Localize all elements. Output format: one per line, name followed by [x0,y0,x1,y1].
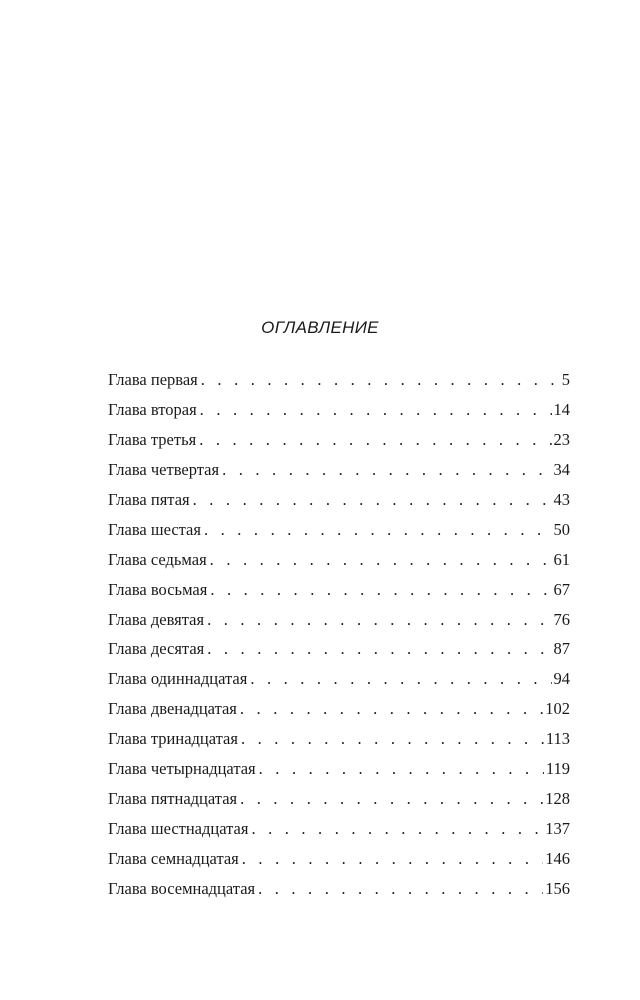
toc-entry-page: 43 [553,489,570,509]
toc-entry-page: 14 [553,399,570,419]
toc-dot-leader [199,425,551,455]
toc-entry-page: 61 [553,549,570,569]
toc-entry-page: 76 [553,609,570,629]
toc-entry-page: 146 [545,849,570,868]
toc-dot-leader [201,365,560,395]
toc-entry [108,395,570,425]
toc-entry-title: Глава семнадцатая [108,849,239,868]
toc-entry [108,365,570,395]
toc-entry-page: 87 [553,639,570,659]
toc-entry-page: 119 [545,759,570,779]
toc-dot-leader [240,784,543,814]
toc-entry-title: Глава тринадцатая [108,729,238,749]
toc-entry [108,724,570,754]
toc-entry [108,844,570,874]
toc-entry-title: Глава четвертая [108,459,220,479]
toc-entry [108,664,570,694]
toc-entry-page: 156 [545,878,570,898]
toc-entry-page: 113 [545,729,570,749]
toc-dot-leader [210,575,551,605]
toc-entry-title: Глава пятая [108,489,190,509]
toc-entry [108,814,570,844]
toc-entry [108,634,570,664]
toc-entry-title: Глава первая [108,370,198,389]
toc-entry-title: Глава десятая [108,639,205,659]
toc-entry [108,545,570,575]
toc-dot-leader [240,694,543,724]
toc-entry-title: Глава шестая [108,519,201,539]
toc-entry [108,575,570,605]
toc-entry-title: Глава двенадцатая [108,699,237,719]
toc-dot-leader [241,724,544,754]
toc-entry-title: Глава девятая [108,609,205,629]
toc-entry [108,605,570,635]
toc-entry [108,694,570,724]
toc-entry-page: 23 [553,429,570,449]
table-of-contents [108,365,570,904]
toc-dot-leader [242,844,543,874]
toc-entry [108,485,570,515]
toc-entry-title: Глава пятнадцатая [108,789,238,809]
toc-entry-title: Глава шестнадцатая [108,819,249,839]
toc-dot-leader [207,634,551,664]
toc-dot-leader [207,605,551,635]
toc-entry-title: Глава четырнадцатая [108,759,256,779]
toc-dot-leader [250,664,551,694]
toc-entry [108,874,570,904]
toc-entry-page: 34 [553,459,570,479]
toc-dot-leader [259,754,544,784]
toc-entry-page: 94 [553,669,570,689]
toc-dot-leader [251,814,543,844]
toc-heading: ОГЛАВЛЕНИЕ [261,318,379,337]
toc-dot-leader [200,395,552,425]
toc-entry [108,455,570,485]
toc-entry [108,754,570,784]
toc-entry-page: 128 [545,789,570,809]
toc-dot-leader [193,485,552,515]
toc-dot-leader [222,455,551,485]
toc-dot-leader [258,874,543,904]
toc-entry-page: 50 [553,519,570,539]
toc-entry-page: 102 [545,699,570,719]
toc-entry-title: Глава седьмая [108,549,207,569]
toc-entry-title: Глава третья [108,429,197,449]
toc-entry-page: 137 [545,819,570,839]
toc-entry-title: Глава одиннадцатая [108,669,248,689]
toc-entry-title: Глава вторая [108,399,197,419]
toc-entry-title: Глава восьмая [108,579,208,599]
toc-dot-leader [210,545,552,575]
toc-entry [108,425,570,455]
toc-dot-leader [204,515,552,545]
toc-entry [108,784,570,814]
toc-entry-page: 67 [553,579,570,599]
toc-entry-title: Глава восемнадцатая [108,878,256,898]
toc-entry-page: 5 [561,370,570,389]
toc-entry [108,515,570,545]
